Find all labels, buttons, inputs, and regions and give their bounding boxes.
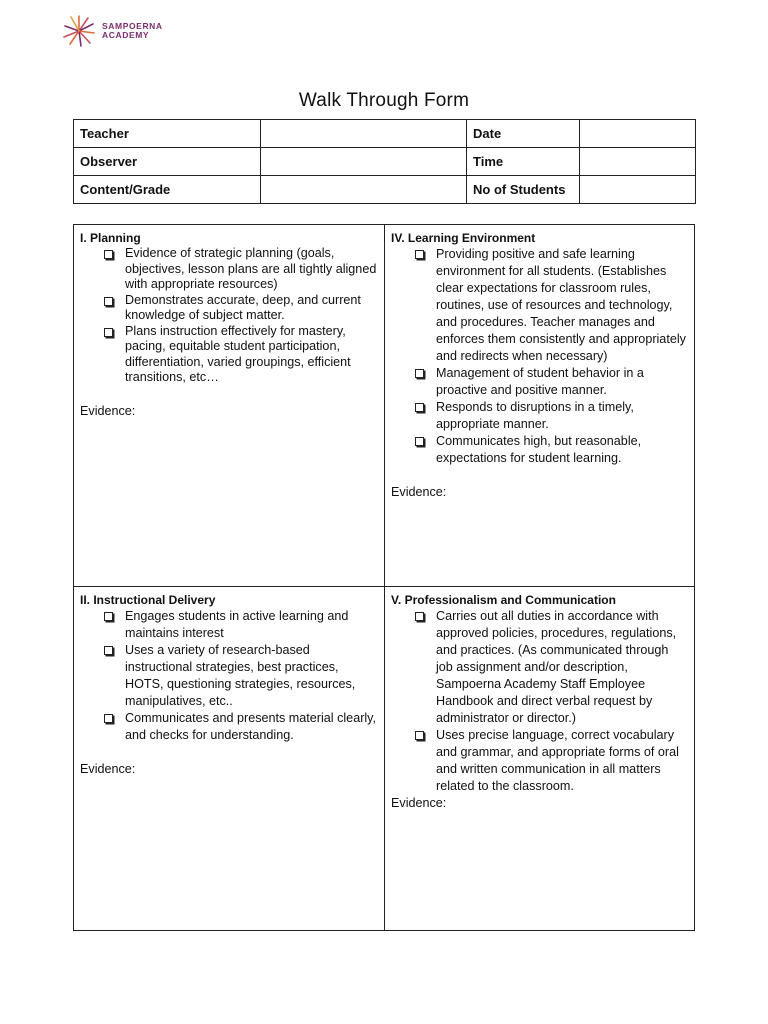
date-label: Date [467,120,580,148]
checklist-item [413,608,688,727]
sampoerna-logo [62,12,163,50]
checkbox-icon[interactable] [415,612,424,621]
item-text: Plans instruction effectively for mastery, pacing, equitable student participation, differentiation, varied groupings, efficient transitions, etc… [125,323,351,384]
checklist-item [413,246,688,365]
evidence-label: Evidence: [80,403,136,418]
item-text: Management of student behavior in a proactive and positive manner. [436,366,644,397]
observer-label: Observer [74,148,261,176]
section-planning [74,225,384,586]
item-text: Responds to disruptions in a timely, appropriate manner. [436,400,634,431]
checkbox-icon[interactable] [415,437,424,446]
checkbox-icon[interactable] [104,714,113,723]
evidence-label: Evidence: [80,762,136,776]
checklist-item [102,642,378,710]
checkbox-icon[interactable] [104,250,113,259]
checklist-item [413,399,688,433]
content-grade-field[interactable] [261,176,467,204]
checkbox-icon[interactable] [415,731,424,740]
logo-line-2: ACADEMY [102,30,150,40]
page-title: Walk Through Form [298,90,470,111]
checklist-item [102,293,378,324]
criteria-grid [73,224,695,931]
info-row-content [74,176,696,204]
checklist-item [413,727,688,795]
checkbox-icon[interactable] [415,403,424,412]
item-text: Communicates high, but reasonable, expectations for student learning. [436,434,642,465]
content-grade-label: Content/Grade [74,176,261,204]
checkbox-icon[interactable] [104,328,113,337]
checkbox-icon[interactable] [104,646,113,655]
time-label: Time [467,148,580,176]
item-text: Uses a variety of research-based instructional strategies, best practices, HOTS, questioning strategies, resources, manipulatives, etc.. [125,643,356,708]
item-text: Carries out all duties in accordance with approved policies, procedures, regulations, and practices. (As communicated through job assignment and/or description, Sampoerna Academy Staff Employee Handbook and direct verbal request by administrator or director.) [436,609,677,725]
section-instructional-delivery [74,587,384,930]
date-field[interactable] [580,120,696,148]
checklist-item [413,365,688,399]
info-row-observer [74,148,696,176]
students-field[interactable] [580,176,696,204]
checkbox-icon[interactable] [415,250,424,259]
section-heading: II. Instructional Delivery [80,593,216,607]
checkbox-icon[interactable] [104,297,113,306]
teacher-label: Teacher [74,120,261,148]
checklist [391,246,688,467]
section-heading: V. Professionalism and Communication [391,593,616,607]
evidence-label: Evidence: [391,485,447,499]
observer-field[interactable] [261,148,467,176]
checklist-item [413,433,688,467]
checklist-item [102,608,378,642]
logo-wordmark [102,22,163,41]
checklist [80,246,378,386]
section-heading: I. Planning [80,231,141,245]
starburst-logo-icon [62,14,96,48]
checklist [80,608,378,744]
section-professionalism [385,587,694,930]
item-text: Engages students in active learning and maintains interest [125,609,349,640]
item-text: Demonstrates accurate, deep, and current knowledge of subject matter. [125,292,361,322]
section-heading: IV. Learning Environment [391,231,536,245]
item-text: Communicates and presents material clearly, and checks for understanding. [125,711,377,742]
section-learning-environment [385,225,694,586]
item-text: Providing positive and safe learning environment for all students. (Establishes clear expectations for classroom rules, routines, use of resources and technology, and procedures. Teacher manages and enforces them consistently and appropriately and redirects when necessary) [436,247,686,363]
info-row-teacher [74,120,696,148]
checklist-item [102,324,378,386]
checkbox-icon[interactable] [104,612,113,621]
checklist-item [102,246,378,293]
logo-line-1: SAMPOERNA [102,20,163,31]
info-table [73,119,696,204]
students-label: No of Students [467,176,580,204]
teacher-field[interactable] [261,120,467,148]
checklist-item [102,710,378,744]
item-text: Evidence of strategic planning (goals, objectives, lesson plans are all tightly aligned with appropriate resources) [125,246,377,291]
checkbox-icon[interactable] [415,369,424,378]
time-field[interactable] [580,148,696,176]
item-text: Uses precise language, correct vocabulary and grammar, and appropriate forms of oral and written communication in all matters related to the classroom. [436,728,679,793]
evidence-label: Evidence: [391,796,447,810]
checklist [391,608,688,795]
